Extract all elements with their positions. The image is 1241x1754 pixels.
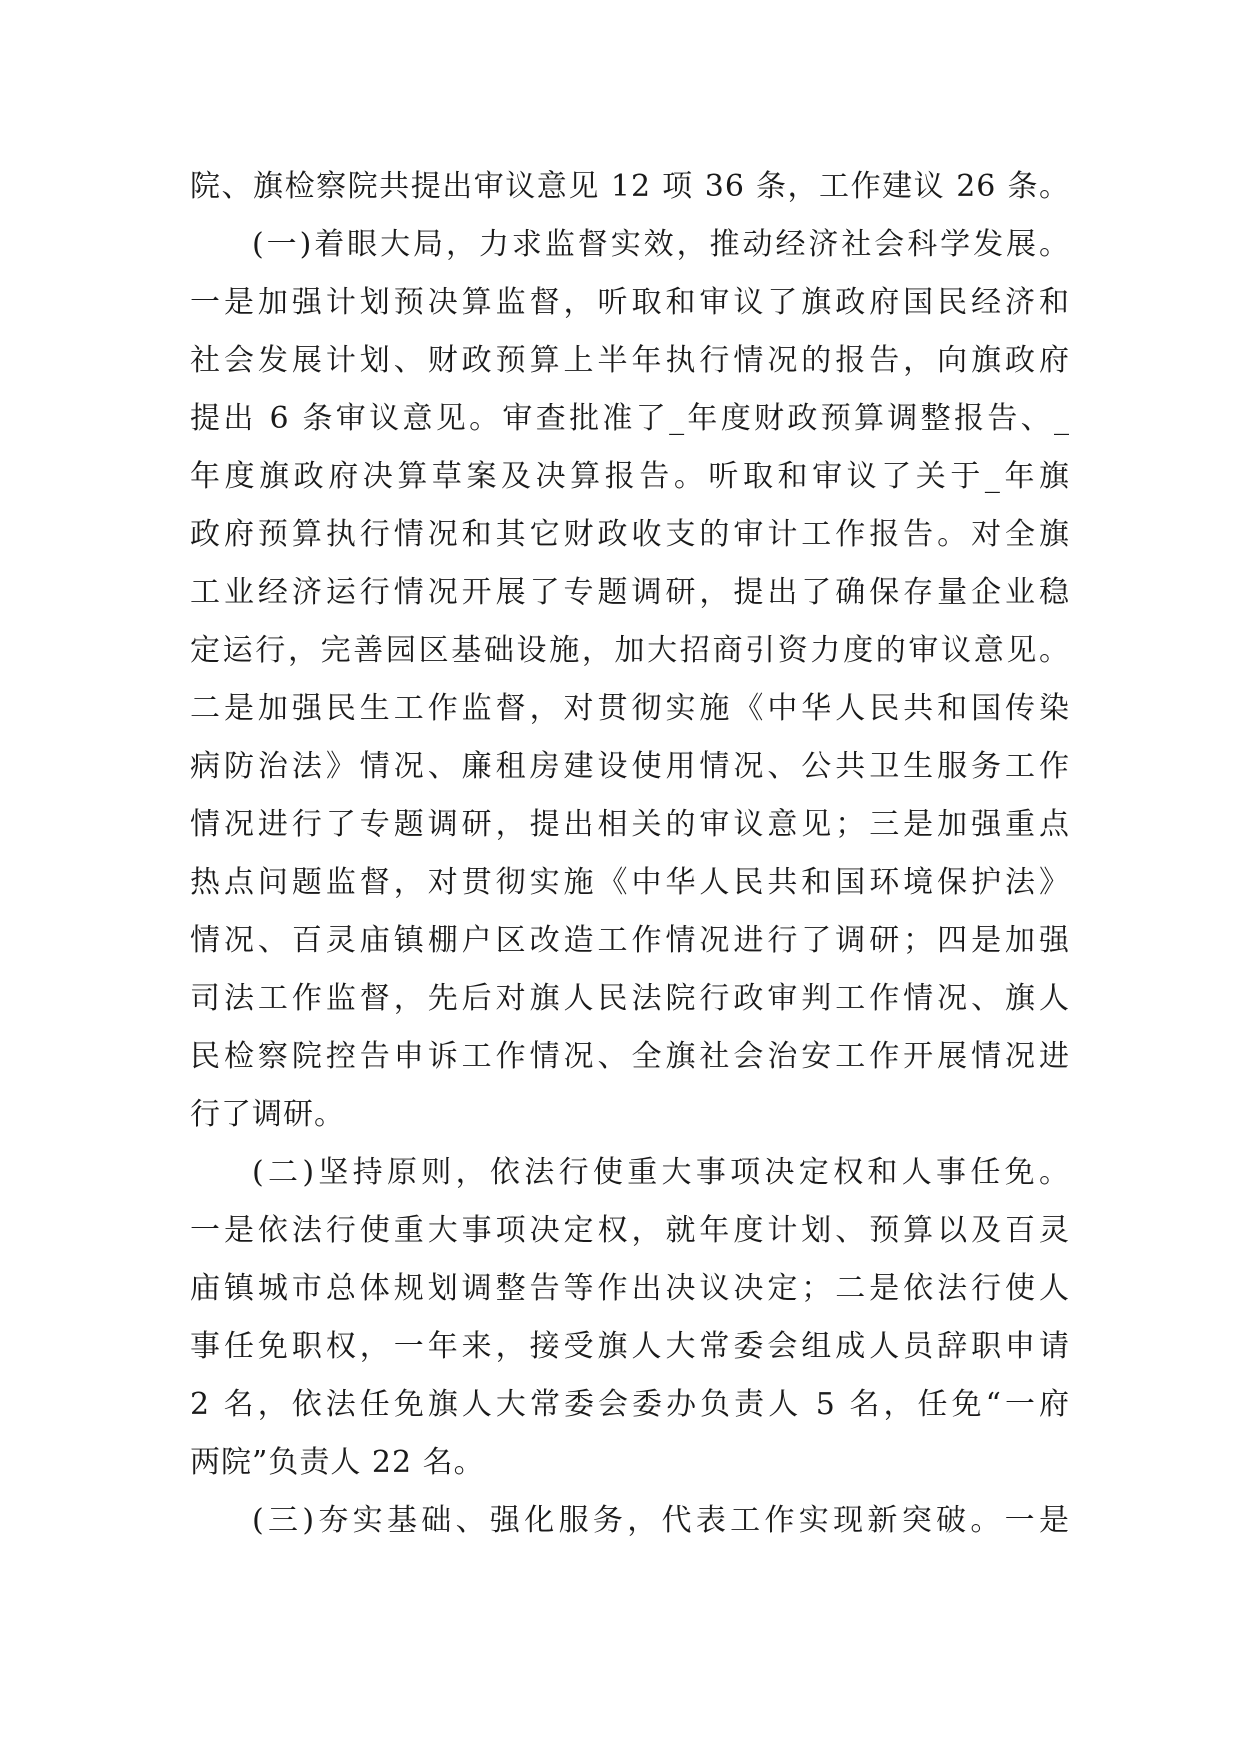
section-heading-3: (三)夯实基础、强化服务，代表工作实现新突破。一是	[252, 1503, 1070, 1538]
text-line: 政府预算执行情况和其它财政收支的审计工作报告。对全旗	[190, 517, 1070, 552]
text-line: 二是加强民生工作监督，对贯彻实施《中华人民共和国传染	[190, 691, 1070, 726]
section-heading-1: (一)着眼大局，力求监督实效，推动经济社会科学发展。	[252, 227, 1070, 262]
text-line: 社会发展计划、财政预算上半年执行情况的报告，向旗政府	[190, 343, 1070, 378]
text-line: 2 名，依法任免旗人大常委会委办负责人 5 名，任免“一府	[190, 1387, 1070, 1422]
text-line: 情况、百灵庙镇棚户区改造工作情况进行了调研；四是加强	[190, 923, 1070, 958]
text-line: 事任免职权，一年来，接受旗人大常委会组成人员辞职申请	[190, 1329, 1070, 1364]
text-line: 民检察院控告申诉工作情况、全旗社会治安工作开展情况进	[190, 1039, 1070, 1074]
body-text	[190, 158, 1070, 1550]
text-line: 病防治法》情况、廉租房建设使用情况、公共卫生服务工作	[190, 749, 1070, 784]
text-line: 一是加强计划预决算监督，听取和审议了旗政府国民经济和	[190, 285, 1070, 320]
text-line: 情况进行了专题调研，提出相关的审议意见；三是加强重点	[190, 807, 1070, 842]
text-line: 定运行，完善园区基础设施，加大招商引资力度的审议意见。	[190, 633, 1070, 668]
text-line: 工业经济运行情况开展了专题调研，提出了确保存量企业稳	[190, 575, 1070, 610]
text-line: 两院”负责人 22 名。	[190, 1445, 485, 1480]
text-line: 行了调研。	[190, 1097, 345, 1132]
text-line: 热点问题监督，对贯彻实施《中华人民共和国环境保护法》	[190, 865, 1070, 900]
text-line: 一是依法行使重大事项决定权，就年度计划、预算以及百灵	[190, 1213, 1070, 1248]
text-line: 年度旗政府决算草案及决算报告。听取和审议了关于_年旗	[190, 459, 1070, 494]
text-line: 院、旗检察院共提出审议意见 12 项 36 条，工作建议 26 条。	[190, 169, 1070, 204]
text-line: 司法工作监督，先后对旗人民法院行政审判工作情况、旗人	[190, 981, 1070, 1016]
section-heading-2: (二)坚持原则，依法行使重大事项决定权和人事任免。	[252, 1155, 1070, 1190]
text-line: 提出 6 条审议意见。审查批准了_年度财政预算调整报告、_	[190, 401, 1070, 436]
text-line: 庙镇城市总体规划调整告等作出决议决定；二是依法行使人	[190, 1271, 1070, 1306]
